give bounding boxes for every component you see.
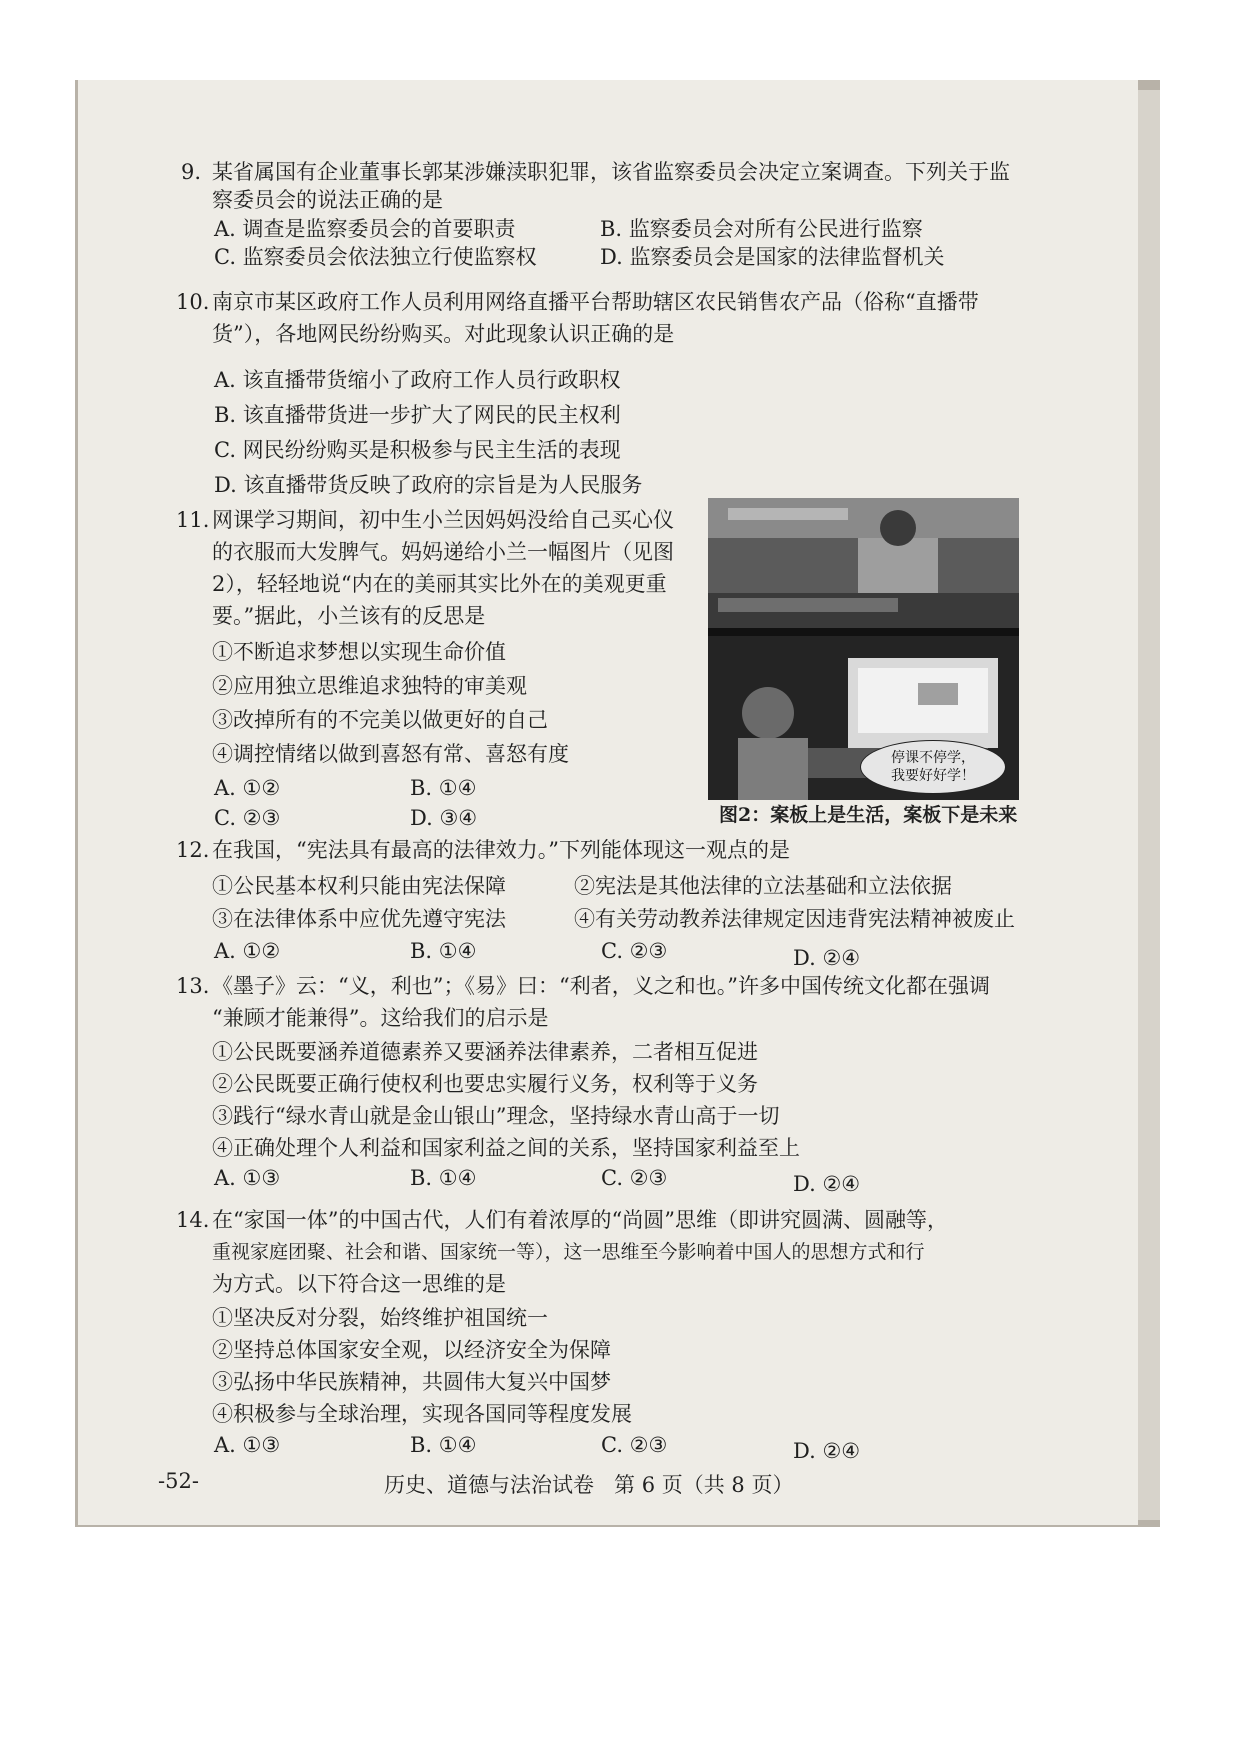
- speech-bubble-line-2: 我要好好学！: [891, 768, 975, 784]
- q13-option-d: D. ②④: [793, 1172, 861, 1196]
- q12-statement-1: ①公民基本权利只能由宪法保障: [212, 874, 506, 898]
- q11-option-c: C. ②③: [214, 806, 281, 830]
- q10-option-d: D. 该直播带货反映了政府的宗旨是为人民服务: [214, 473, 643, 497]
- q9-stem: 某省属国有企业董事长郭某涉嫌渎职犯罪，该省监察委员会决定立案调查。下列关于监: [212, 160, 1010, 184]
- q13-option-b: B. ①④: [410, 1166, 477, 1190]
- q10-stem-cont: 货”），各地网民纷纷购买。对此现象认识正确的是: [212, 322, 675, 346]
- q11-option-b: B. ①④: [410, 776, 477, 800]
- q12-number: 12.: [176, 838, 210, 862]
- q9-stem-cont: 察委员会的说法正确的是: [212, 188, 443, 212]
- page-edge: [1138, 90, 1160, 1520]
- page-label: -52-: [158, 1469, 199, 1493]
- q11-statement-4: ④调控情绪以做到喜怒有常、喜怒有度: [212, 742, 569, 766]
- q10-option-b: B. 该直播带货进一步扩大了网民的民主权利: [214, 403, 621, 427]
- q11-stem-cont: 的衣服而大发脾气。妈妈递给小兰一幅图片（见图: [212, 540, 674, 564]
- q13-option-c: C. ②③: [601, 1166, 668, 1190]
- q13-stem: 《墨子》云：“义，利也”；《易》曰：“利者，义之和也。”许多中国传统文化都在强调: [212, 974, 990, 998]
- q12-stem: 在我国，“宪法具有最高的法律效力。”下列能体现这一观点的是: [212, 838, 790, 862]
- q14-statement-2: ②坚持总体国家安全观，以经济安全为保障: [212, 1338, 611, 1362]
- q14-statement-3: ③弘扬中华民族精神，共圆伟大复兴中国梦: [212, 1370, 611, 1394]
- q11-number: 11.: [176, 508, 210, 532]
- q12-option-d: D. ②④: [793, 946, 861, 970]
- q13-statement-4: ④正确处理个人利益和国家利益之间的关系，坚持国家利益至上: [212, 1136, 800, 1160]
- q11-stem-cont: 2），轻轻地说“内在的美丽其实比外在的美观更重: [212, 572, 667, 596]
- q9-number: 9.: [181, 160, 202, 184]
- q11-statement-1: ①不断追求梦想以实现生命价值: [212, 640, 506, 664]
- q11-option-d: D. ③④: [410, 806, 478, 830]
- q14-stem-cont: 为方式。以下符合这一思维的是: [212, 1272, 506, 1296]
- q14-statement-1: ①坚决反对分裂，始终维护祖国统一: [212, 1306, 548, 1330]
- q14-statement-4: ④积极参与全球治理，实现各国同等程度发展: [212, 1402, 632, 1426]
- q9-option-b: B. 监察委员会对所有公民进行监察: [600, 217, 923, 241]
- q12-statement-2: ②宪法是其他法律的立法基础和立法依据: [574, 874, 952, 898]
- q9-option-a: A. 调查是监察委员会的首要职责: [214, 217, 516, 241]
- speech-bubble: [860, 740, 1006, 794]
- q14-stem: 在“家国一体”的中国古代，人们有着浓厚的“尚圆”思维（即讲究圆满、圆融等，: [212, 1208, 948, 1232]
- q13-statement-3: ③践行“绿水青山就是金山银山”理念，坚持绿水青山高于一切: [212, 1104, 780, 1128]
- q12-option-c: C. ②③: [601, 939, 668, 963]
- figure-2-photo: [708, 498, 1019, 800]
- q14-option-b: B. ①④: [410, 1433, 477, 1457]
- q11-stem: 网课学习期间，初中生小兰因妈妈没给自己买心仪: [212, 508, 674, 532]
- q12-statement-4: ④有关劳动教养法律规定因违背宪法精神被废止: [574, 907, 1015, 931]
- q13-stem-cont: “兼顾才能兼得”。这给我们的启示是: [212, 1006, 549, 1030]
- q10-option-c: C. 网民纷纷购买是积极参与民主生活的表现: [214, 438, 621, 462]
- q9-option-d: D. 监察委员会是国家的法律监督机关: [600, 245, 945, 269]
- q13-option-a: A. ①③: [214, 1166, 281, 1190]
- q12-option-b: B. ①④: [410, 939, 477, 963]
- q14-number: 14.: [176, 1208, 210, 1232]
- q14-option-a: A. ①③: [214, 1433, 281, 1457]
- figure-2-caption: 图2：案板上是生活，案板下是未来: [719, 804, 1018, 826]
- footer-title: 历史、道德与法治试卷 第 6 页（共 8 页）: [384, 1473, 794, 1497]
- q14-option-d: D. ②④: [793, 1439, 861, 1463]
- q14-stem-cont: 重视家庭团聚、社会和谐、国家统一等），这一思维至今影响着中国人的思想方式和行: [212, 1241, 925, 1263]
- q10-number: 10.: [176, 290, 210, 314]
- q12-statement-3: ③在法律体系中应优先遵守宪法: [212, 907, 506, 931]
- q11-option-a: A. ①②: [214, 776, 281, 800]
- q11-stem-cont: 要。”据此，小兰该有的反思是: [212, 604, 486, 628]
- q13-statement-1: ①公民既要涵养道德素养又要涵养法律素养，二者相互促进: [212, 1040, 758, 1064]
- q10-stem: 南京市某区政府工作人员利用网络直播平台帮助辖区农民销售农产品（俗称“直播带: [212, 290, 979, 314]
- q14-option-c: C. ②③: [601, 1433, 668, 1457]
- q12-option-a: A. ①②: [214, 939, 281, 963]
- q13-number: 13.: [176, 974, 210, 998]
- q10-option-a: A. 该直播带货缩小了政府工作人员行政职权: [214, 368, 621, 392]
- q11-statement-3: ③改掉所有的不完美以做更好的自己: [212, 708, 548, 732]
- q9-option-c: C. 监察委员会依法独立行使监察权: [214, 245, 537, 269]
- q11-statement-2: ②应用独立思维追求独特的审美观: [212, 674, 527, 698]
- q13-statement-2: ②公民既要正确行使权利也要忠实履行义务，权利等于义务: [212, 1072, 758, 1096]
- speech-bubble-line-1: 停课不停学，: [891, 750, 975, 766]
